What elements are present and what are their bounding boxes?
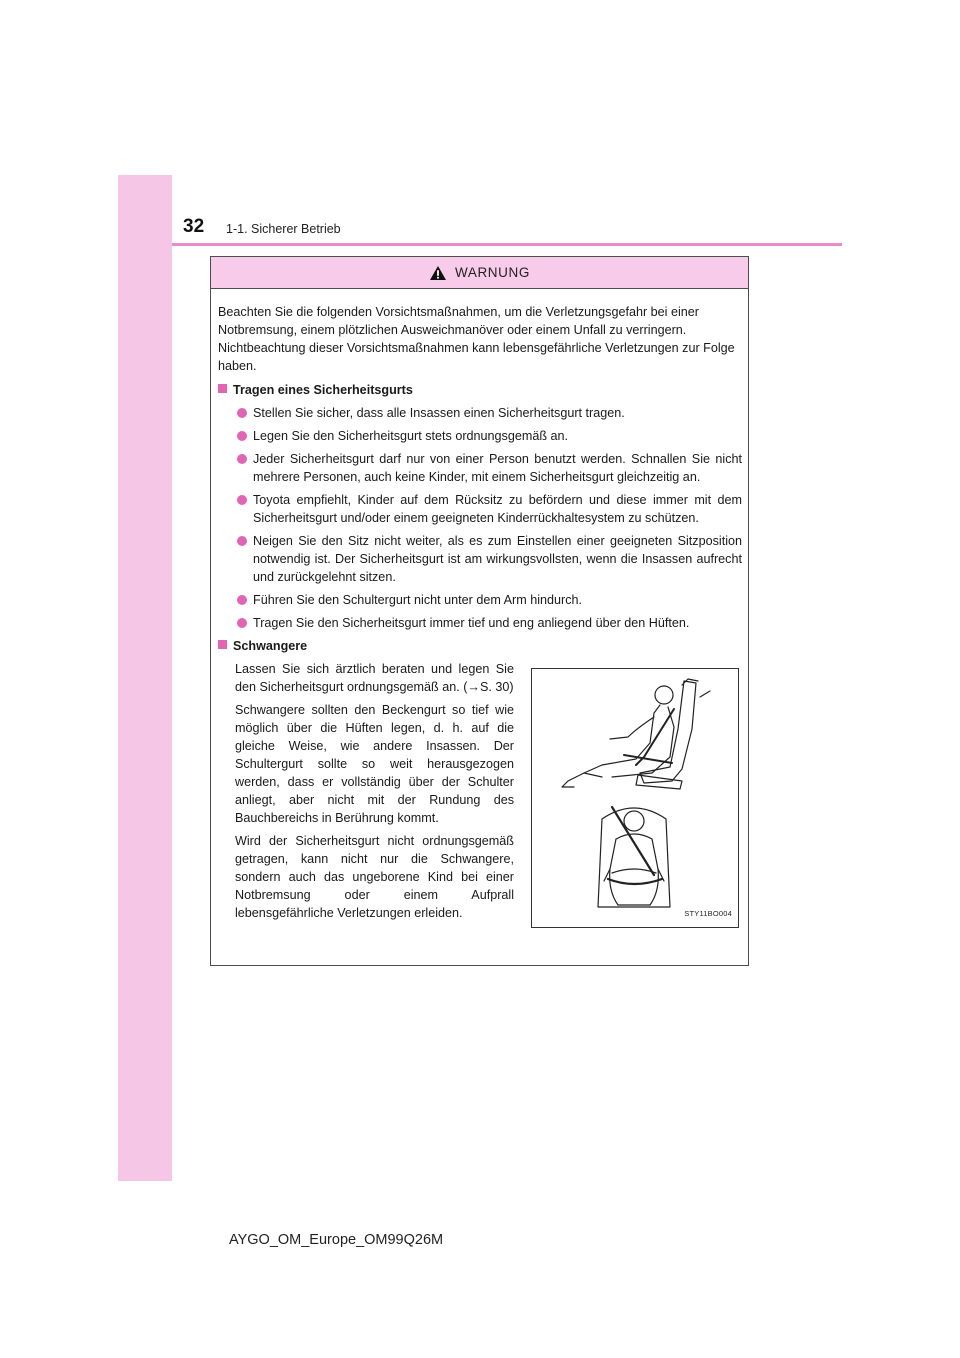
list-item: Jeder Sicherheitsgurt darf nur von einer Person benutzt werden. Schnallen Sie nicht mehrere Personen, auch keine Kinder, mit einem Sicherheitsgurt gleichzeitig an. (218, 450, 742, 486)
pregnant-section (218, 660, 742, 928)
list-item: Führen Sie den Schultergurt nicht unter dem Arm hindurch. (218, 591, 742, 609)
round-bullet-icon (237, 431, 247, 441)
side-color-band (118, 175, 172, 1181)
round-bullet-icon (237, 618, 247, 628)
round-bullet-icon (237, 408, 247, 418)
warning-triangle-icon (429, 265, 447, 281)
list-item: Toyota empfiehlt, Kinder auf dem Rücksitz zu befördern und diese immer mit dem Sicherheitsgurt und/oder einem geeigneten Kinderrückhaltesystem zu schützen. (218, 491, 742, 527)
pregnant-paragraph: Lassen Sie sich ärztlich beraten und legen Sie den Sicherheitsgurt ordnungsgemäß an. (→S. 30) (235, 662, 514, 694)
warning-intro: Beachten Sie die folgenden Vorsichtsmaßnahmen, um die Verletzungsgefahr bei einer Notbremsung, einem plötzlichen Ausweichmanöver oder einem Unfall zu verringern. Nichtbeachtung dieser Vorsichtsmaßnahmen kann lebensgefährliche Verletzungen zur Folge haben. (218, 305, 735, 373)
warning-box (210, 256, 749, 966)
round-bullet-icon (237, 536, 247, 546)
pregnant-paragraph: Schwangere sollten den Beckengurt so tief wie möglich über die Hüften legen, d. h. auf die gleiche Weise, wie andere Insassen. Der Schultergurt sollte so weit herausgezogen werden, dass er vollständig über der Schulter anliegt, aber nicht mit der Rundung des Bauchbereichs in Berührung kommt. (235, 703, 514, 825)
warning-title: WARNUNG (455, 265, 530, 280)
round-bullet-icon (237, 495, 247, 505)
round-bullet-icon (237, 454, 247, 464)
page-number: 32 (183, 216, 205, 237)
list-item: Stellen Sie sicher, dass alle Insassen einen Sicherheitsgurt tragen. (218, 404, 742, 422)
list-item: Legen Sie den Sicherheitsgurt stets ordnungsgemäß an. (218, 427, 742, 445)
seatbelt-illustration (531, 668, 739, 928)
list-item: Tragen Sie den Sicherheitsgurt immer tief und eng anliegend über den Hüften. (218, 614, 742, 632)
round-bullet-icon (237, 595, 247, 605)
section-title: 1-1. Sicherer Betrieb (226, 222, 341, 236)
document-footer: AYGO_OM_Europe_OM99Q26M (229, 1232, 444, 1248)
figure-code: STY11BO004 (684, 909, 732, 918)
pregnant-seatbelt-drawing (532, 669, 738, 927)
subheading-seatbelt: Tragen eines Sicherheitsgurts (218, 381, 742, 399)
subheading-pregnant: Schwangere (218, 637, 742, 655)
square-bullet-icon (218, 384, 227, 393)
list-item: Neigen Sie den Sitz nicht weiter, als es zum Einstellen einer geeigneten Sitzposition notwendig ist. Der Sicherheitsgurt ist am wirkungsvollsten, wenn die Insassen aufrecht und zurückgelehnt sitzen. (218, 532, 742, 586)
warning-body (211, 289, 748, 928)
header-rule (172, 243, 842, 246)
pregnant-text (218, 660, 514, 928)
pregnant-paragraph: Wird der Sicherheitsgurt nicht ordnungsgemäß getragen, kann nicht nur die Schwangere, sondern auch das ungeborene Kind bei einer Notbremsung oder einem Aufprall lebensgefährliche Verletzungen erleiden. (235, 834, 514, 920)
square-bullet-icon (218, 640, 227, 649)
warning-header (211, 257, 748, 289)
